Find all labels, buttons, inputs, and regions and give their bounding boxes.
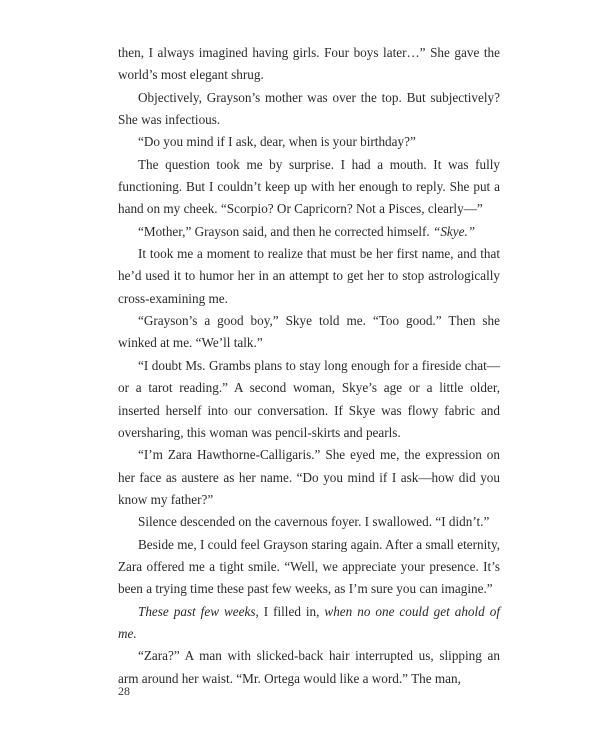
italic-thought: when no one could get ahold of me.	[118, 603, 500, 641]
paragraph	[118, 601, 500, 646]
italic-name: “Skye.”	[433, 223, 476, 239]
page-number: 28	[118, 684, 130, 698]
paragraph-text: “Mother,” Grayson said, and then he corrected himself.	[138, 223, 430, 239]
body-text	[118, 42, 500, 690]
paragraph: It took me a moment to realize that must be her first name, and that he’d used it to humor her in an attempt to get her to stop astrologically cross-examining me.	[118, 246, 500, 306]
paragraph: Silence descended on the cavernous foyer. I swallowed. “I didn’t.”	[138, 514, 490, 530]
paragraph: Objectively, Grayson’s mother was over the top. But subjectively? She was infectious.	[118, 89, 500, 128]
paragraph: Beside me, I could feel Grayson staring again. After a small eternity, Zara offered me a tight smile. “Well, we appreciate your presence. It’s been a trying time these past few weeks, as I’m sure you can imagine.”	[118, 536, 500, 597]
italic-thought: These past few weeks,	[138, 603, 259, 619]
paragraph: “I’m Zara Hawthorne-Calligaris.” She eyed me, the expression on her face as austere as her name. “Do you mind if I ask—how did you know my father?”	[118, 447, 500, 507]
paragraph: then, I always imagined having girls. Four boys later…” She gave the world’s most elegant shrug.	[118, 45, 500, 83]
paragraph: “Grayson’s a good boy,” Skye told me. “Too good.” Then she winked at me. “We’ll talk.”	[118, 313, 500, 351]
paragraph: The question took me by surprise. I had a mouth. It was fully functioning. But I couldn’t keep up with her enough to reply. She put a hand on my cheek. “Scorpio? Or Capricorn? Not a Pisces, clearly—”	[118, 156, 500, 217]
paragraph: “I doubt Ms. Grambs plans to stay long enough for a fireside chat—or a tarot reading.” A second woman, Skye’s age or a little older, inserted herself into our conversation. If Skye was flowy fabric and oversharing, this woman was pencil-skirts and pearls.	[118, 357, 500, 440]
paragraph: “Do you mind if I ask, dear, when is your birthday?”	[138, 134, 416, 150]
paragraph	[118, 221, 500, 243]
paragraph-text: I filled in,	[258, 603, 325, 619]
paragraph: “Zara?” A man with slicked-back hair interrupted us, slipping an arm around her waist. “Mr. Ortega would like a word.” The man,	[118, 648, 500, 686]
